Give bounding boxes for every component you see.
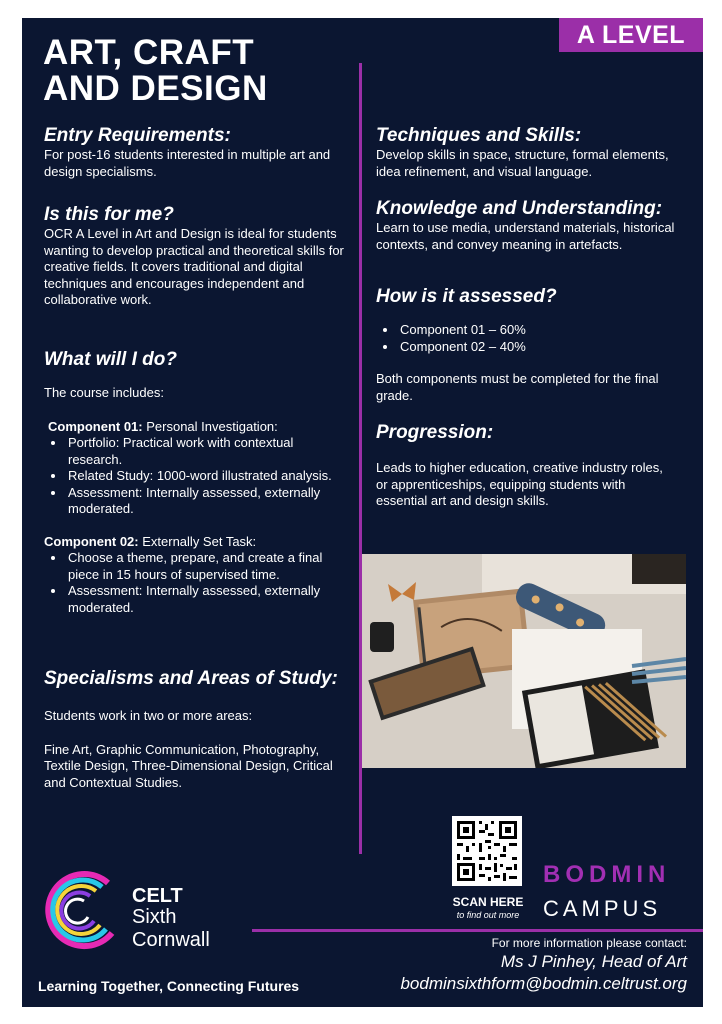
component2-rest: Externally Set Task: xyxy=(138,533,257,549)
title-line-1: ART, CRAFT xyxy=(43,33,255,72)
page-title xyxy=(43,35,268,107)
techniques-heading: Techniques and Skills: xyxy=(376,125,582,146)
component1-label: Component 01: xyxy=(48,418,143,434)
logo-cornwall: Cornwall xyxy=(132,929,210,951)
assessed-section xyxy=(376,286,676,404)
contact-intro: For more information please contact: xyxy=(491,936,687,950)
list-item: • Assessment: Internally assessed, externally moderated. xyxy=(66,485,344,518)
whatdo-section xyxy=(44,349,344,616)
qr-code-icon[interactable] xyxy=(452,816,522,886)
scan-subtext: to find out more xyxy=(456,910,520,920)
list-item: • Choose a theme, prepare, and create a final piece in 15 hours of supervised time. xyxy=(66,550,344,583)
logo-celt: CELT xyxy=(132,885,183,907)
techniques-text: Develop skills in space, structure, formal elements, idea refinement, and visual language. xyxy=(376,147,669,179)
list-item: • Related Study: 1000-word illustrated analysis. xyxy=(66,468,344,485)
component2-label: Component 02: xyxy=(44,533,139,549)
campus-name: BODMIN xyxy=(543,861,671,888)
forme-text: OCR A Level in Art and Design is ideal for students wanting to develop practical and theoretical skills for creative fields. It covers traditional and digital techniques and encourages independent and collaborative work. xyxy=(44,226,344,307)
entry-text: For post-16 students interested in multiple art and design specialisms. xyxy=(44,147,331,179)
forme-section xyxy=(44,204,344,309)
component1-rest: Personal Investigation: xyxy=(142,418,278,434)
list-item: • Portfolio: Practical work with contextual research. xyxy=(66,435,344,468)
level-badge: A LEVEL xyxy=(559,18,703,52)
list-item: • Assessment: Internally assessed, externally moderated. xyxy=(66,583,344,616)
specialisms-intro: Students work in two or more areas: xyxy=(44,708,253,723)
whatdo-intro: The course includes: xyxy=(44,385,164,400)
title-line-2: AND DESIGN xyxy=(43,69,268,108)
art-supplies-photo xyxy=(362,554,686,768)
celt-logo-icon xyxy=(36,863,132,959)
scan-here-label: SCAN HERE xyxy=(452,895,524,909)
whatdo-heading: What will I do? xyxy=(44,349,177,370)
footer-divider xyxy=(252,929,703,932)
knowledge-section xyxy=(376,198,676,253)
contact-email[interactable]: bodminsixthform@bodmin.celtrust.org xyxy=(400,974,687,993)
knowledge-heading: Knowledge and Understanding: xyxy=(376,198,663,219)
tagline: Learning Together, Connecting Futures xyxy=(38,978,300,994)
logo-wordmark xyxy=(132,886,210,952)
assessed-text: Both components must be completed for the final grade. xyxy=(376,371,659,403)
forme-heading: Is this for me? xyxy=(44,204,174,225)
component1-title xyxy=(44,419,344,436)
campus-label: CAMPUS xyxy=(543,896,662,921)
contact-name: Ms J Pinhey, Head of Art xyxy=(500,952,687,971)
techniques-section xyxy=(376,125,676,180)
component1-list xyxy=(44,435,344,518)
component2-title xyxy=(44,534,344,551)
entry-section xyxy=(44,125,344,180)
assessed-list xyxy=(376,322,676,355)
photo-illustration xyxy=(362,554,686,768)
qr-code-graphic xyxy=(452,816,522,886)
flyer-page xyxy=(22,18,703,1007)
specialisms-section xyxy=(44,668,344,791)
logo-sixth: Sixth xyxy=(132,906,177,928)
list-item: • Component 01 – 60% xyxy=(398,322,676,339)
specialisms-heading: Specialisms and Areas of Study: xyxy=(44,668,338,689)
assessed-heading: How is it assessed? xyxy=(376,286,557,307)
knowledge-text: Learn to use media, understand materials, historical contexts, and convey meaning in artefacts. xyxy=(376,220,675,252)
progression-text: Leads to higher education, creative industry roles, or apprenticeships, equipping students with essential art and design skills. xyxy=(376,460,663,508)
specialisms-text: Fine Art, Graphic Communication, Photography, Textile Design, Three-Dimensional Design, Critical and Contextual Studies. xyxy=(44,741,333,790)
progression-heading: Progression: xyxy=(376,422,494,443)
entry-heading: Entry Requirements: xyxy=(44,125,231,146)
celt-logo-graphic xyxy=(36,863,132,959)
scan-caption xyxy=(440,895,536,921)
progression-section xyxy=(376,422,676,510)
component2-list xyxy=(44,550,344,616)
list-item: • Component 02 – 40% xyxy=(398,339,676,356)
